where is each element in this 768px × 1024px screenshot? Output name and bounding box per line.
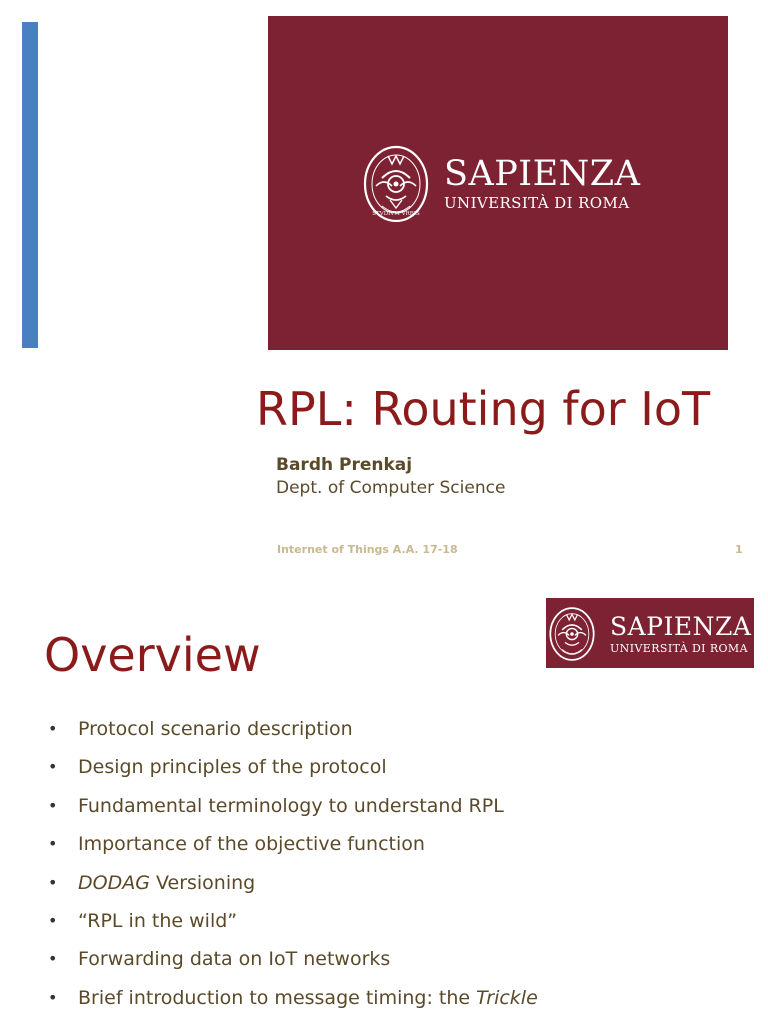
accent-bar bbox=[22, 22, 38, 348]
bullet-item: • Protocol scenario description bbox=[44, 714, 538, 752]
logo-name: SAPIENZA bbox=[444, 154, 641, 194]
bullet-item: • Importance of the objective function bbox=[44, 829, 538, 867]
page-number: 1 bbox=[735, 543, 743, 556]
overview-title: Overview bbox=[44, 628, 261, 682]
bullet-item: • “RPL in the wild” bbox=[44, 906, 538, 944]
slide-footer: Internet of Things A.A. 17-18 bbox=[277, 543, 458, 556]
bullet-dot-icon: • bbox=[48, 795, 58, 815]
logo-subtitle: UNIVERSITÀ DI ROMA bbox=[610, 642, 748, 655]
department: Dept. of Computer Science bbox=[276, 478, 506, 498]
bullet-item: • DODAG Versioning bbox=[44, 868, 538, 906]
bullet-item: • Brief introduction to message timing: the Trickle bbox=[44, 983, 538, 1021]
overview-slide bbox=[0, 580, 768, 1024]
author-name: Bardh Prenkaj bbox=[276, 455, 413, 475]
university-seal-icon bbox=[548, 606, 596, 662]
sapienza-logo bbox=[362, 144, 640, 224]
logo-name: SAPIENZA bbox=[610, 612, 752, 641]
bullet-dot-icon: • bbox=[48, 719, 58, 738]
university-seal-icon bbox=[362, 144, 430, 224]
slide-title: RPL: Routing for IoT bbox=[256, 382, 711, 436]
bullet-dot-icon: • bbox=[48, 910, 58, 930]
logo-wordmark bbox=[610, 614, 751, 654]
logo-wordmark bbox=[444, 154, 641, 212]
bullet-item: • Fundamental terminology to understand RPL bbox=[44, 791, 538, 829]
bullet-dot-icon: • bbox=[48, 949, 58, 969]
hero-banner bbox=[268, 16, 728, 350]
sapienza-logo-small bbox=[546, 598, 754, 668]
bullet-dot-icon: • bbox=[48, 757, 58, 777]
bullet-dot-icon: • bbox=[48, 872, 58, 892]
bullet-dot-icon: • bbox=[48, 987, 58, 1007]
sapienza-logo bbox=[548, 606, 751, 662]
svg-text:STVDIVM VRBIS: STVDIVM VRBIS bbox=[372, 211, 420, 217]
bullet-item: • Design principles of the protocol bbox=[44, 752, 538, 790]
overview-bullet-list bbox=[44, 714, 538, 1021]
bullet-dot-icon: • bbox=[48, 834, 58, 854]
bullet-item: • Forwarding data on IoT networks bbox=[44, 944, 538, 982]
logo-subtitle: UNIVERSITÀ DI ROMA bbox=[444, 194, 630, 212]
